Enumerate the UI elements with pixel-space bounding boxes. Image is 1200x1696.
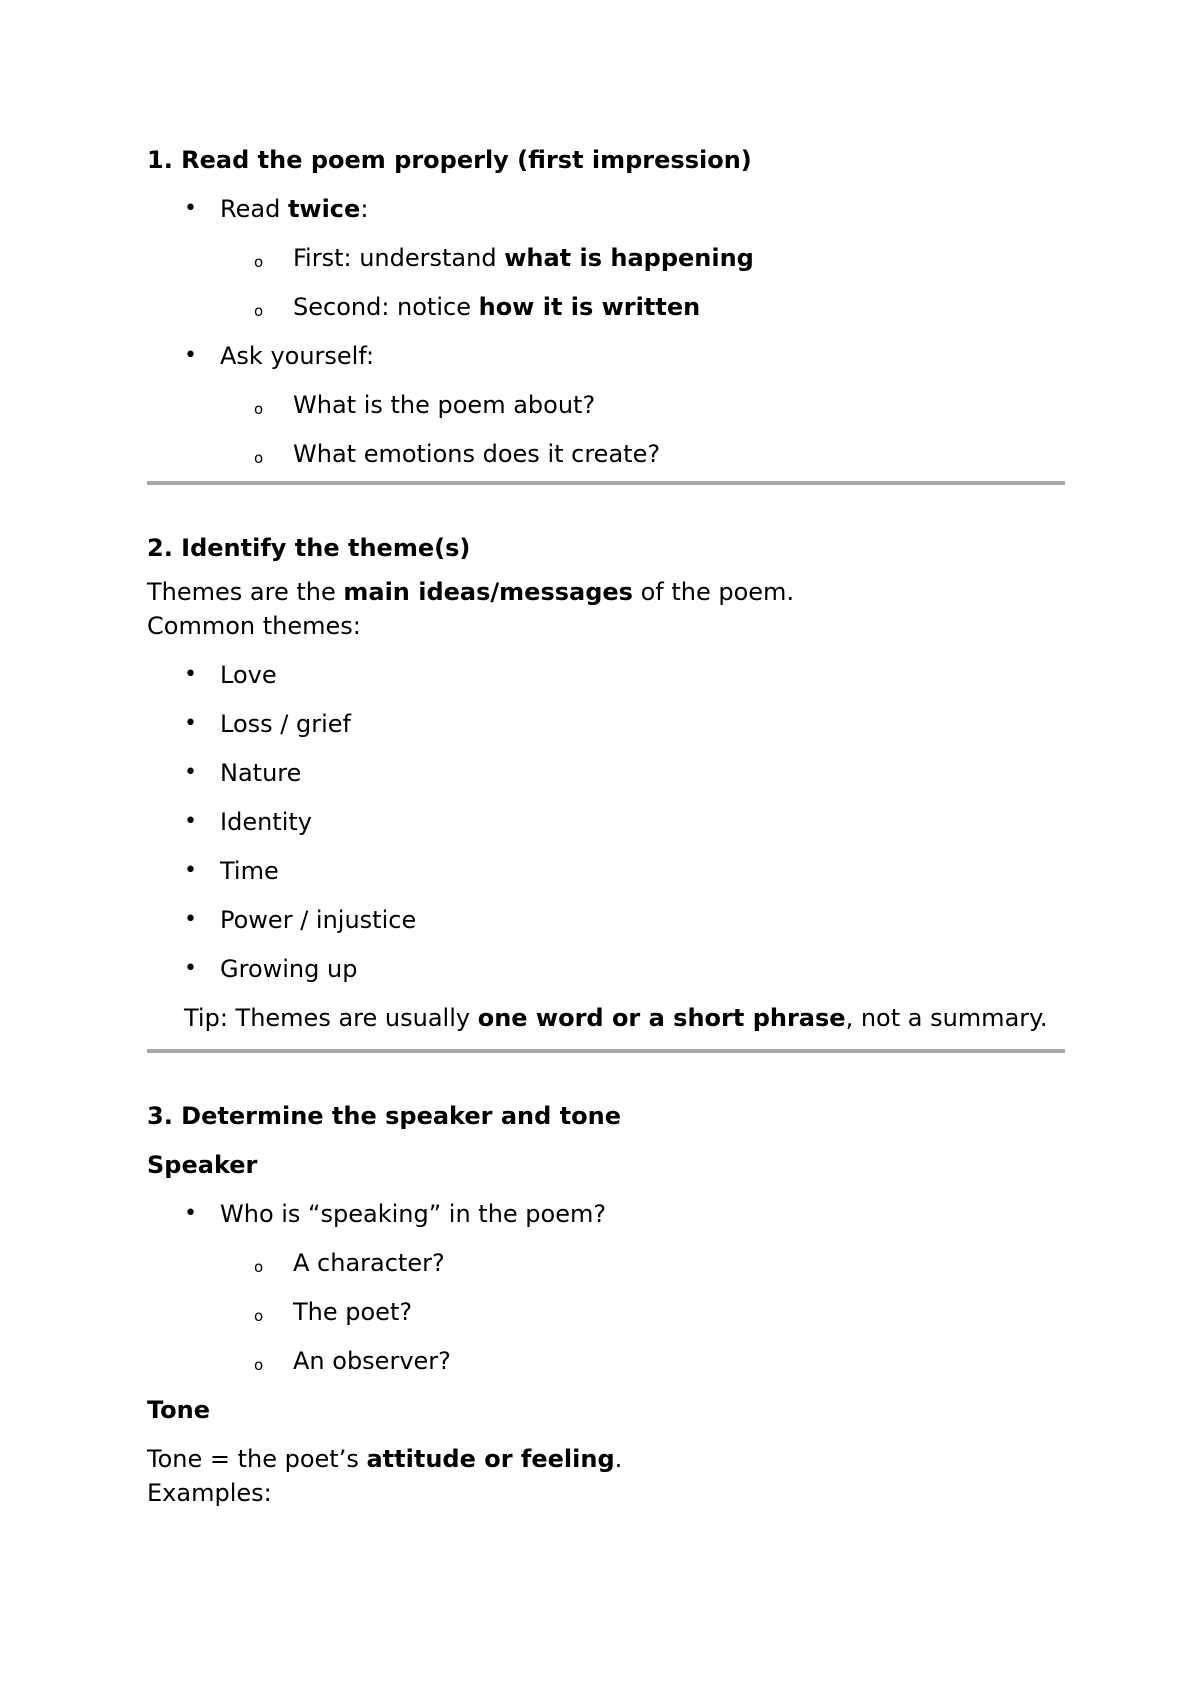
list-item: • Nature (147, 756, 1067, 790)
themes-tip: Tip: Themes are usually one word or a short phrase, not a summary. (184, 1004, 1048, 1032)
sub-list-item: o The poet? (147, 1295, 1067, 1329)
list-item: • Love (147, 658, 1067, 692)
list-item: • Time (147, 854, 1067, 888)
list-item: • Who is “speaking” in the poem? (147, 1197, 1067, 1231)
list-item: • Read twice: (147, 192, 1067, 226)
examples-label: Examples: (147, 1479, 272, 1507)
list-item: • Ask yourself: (147, 339, 1067, 373)
circle-bullet-icon: o (254, 302, 264, 320)
circle-bullet-icon: o (254, 1258, 264, 1276)
sub-list-item: o First: understand what is happening (147, 241, 1067, 275)
circle-bullet-icon: o (254, 1307, 264, 1325)
bullet-icon: • (184, 956, 197, 981)
section2-heading: 2. Identify the theme(s) (147, 534, 471, 562)
list-item: • Loss / grief (147, 707, 1067, 741)
list-item: • Identity (147, 805, 1067, 839)
sub-list-item: o Second: notice how it is written (147, 290, 1067, 324)
circle-bullet-icon: o (254, 449, 264, 467)
bullet-icon: • (184, 907, 197, 932)
sub-list-item: o What is the poem about? (147, 388, 1067, 422)
sub-list-item: o A character? (147, 1246, 1067, 1280)
tone-heading: Tone (147, 1396, 211, 1424)
circle-bullet-icon: o (254, 400, 264, 418)
tone-definition: Tone = the poet’s attitude or feeling. (147, 1445, 623, 1473)
themes-list (147, 658, 1067, 986)
bullet-icon: • (184, 858, 197, 883)
bullet-icon: • (184, 711, 197, 736)
section-divider (147, 1049, 1065, 1053)
bullet-icon: • (184, 1201, 197, 1226)
common-themes-label: Common themes: (147, 612, 361, 640)
list-item: • Power / injustice (147, 903, 1067, 937)
bullet-icon: • (184, 760, 197, 785)
sub-list-item: o What emotions does it create? (147, 437, 1067, 471)
bullet-icon: • (184, 196, 197, 221)
document-page (147, 143, 1067, 1510)
bullet-icon: • (184, 809, 197, 834)
circle-bullet-icon: o (254, 1356, 264, 1374)
list-item: • Growing up (147, 952, 1067, 986)
sub-list-item: o An observer? (147, 1344, 1067, 1378)
speaker-heading: Speaker (147, 1151, 258, 1179)
circle-bullet-icon: o (254, 253, 264, 271)
section-divider (147, 481, 1065, 485)
section3-heading: 3. Determine the speaker and tone (147, 1102, 621, 1130)
section1-list (147, 192, 1067, 471)
section1-heading: 1. Read the poem properly (first impression) (147, 146, 752, 174)
bullet-icon: • (184, 343, 197, 368)
bullet-icon: • (184, 662, 197, 687)
speaker-list (147, 1197, 1067, 1378)
themes-intro: Themes are the main ideas/messages of the poem. (147, 578, 795, 606)
